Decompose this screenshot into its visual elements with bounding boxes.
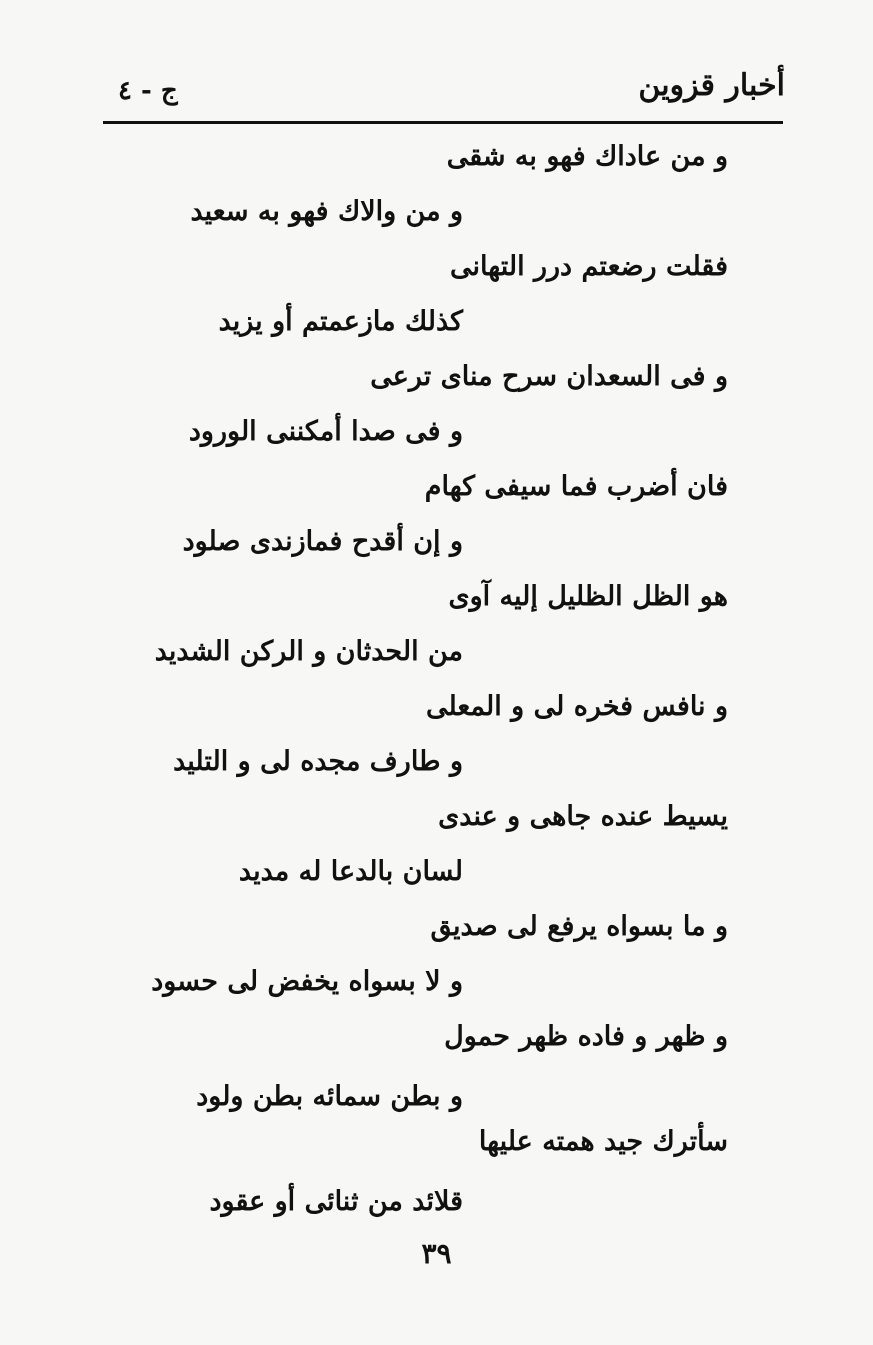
verse-line: فقلت رضعتم درر التهانى xyxy=(450,251,728,282)
stray-mark xyxy=(26,403,34,411)
running-header-volume: ج - ٤ xyxy=(118,76,178,106)
verse-line: فان أضرب فما سيفى كهام xyxy=(424,471,728,502)
verse-line: من الحدثان و الركن الشديد xyxy=(154,636,463,667)
verse-line: سأترك جيد همته عليها xyxy=(478,1126,728,1157)
verse-line: و لا بسواه يخفض لى حسود xyxy=(151,966,463,997)
verse-line: و من والاك فهو به سعيد xyxy=(190,196,463,227)
verse-line: هو الظل الظليل إليه آوى xyxy=(448,581,728,612)
verse-line: كذلك مازعمتم أو يزيد xyxy=(218,306,463,337)
running-header-title: أخبار قزوين xyxy=(638,68,785,103)
verse-line: يسيط عنده جاهى و عندى xyxy=(438,801,728,832)
verse-line: قلائد من ثنائى أو عقود xyxy=(209,1186,463,1217)
verse-line: و طارف مجده لى و التليد xyxy=(173,746,463,777)
page-number: ٣٩ xyxy=(421,1237,452,1270)
verse-line: و إن أقدح فمازندى صلود xyxy=(182,526,463,557)
verse-line: و فى السعدان سرح مناى ترعى xyxy=(370,361,728,392)
header-rule xyxy=(103,121,783,124)
verse-line: و نافس فخره لى و المعلى xyxy=(425,691,728,722)
verse-line: و ظهر و فاده ظهر حمول xyxy=(444,1021,728,1052)
verse-line: لسان بالدعا له مديد xyxy=(238,856,463,887)
verse-line: و بطن سمائه بطن ولود xyxy=(196,1081,463,1112)
verse-line: و من عاداك فهو به شقى xyxy=(446,141,728,172)
verse-line: و ما بسواه يرفع لى صديق xyxy=(430,911,728,942)
verse-line: و فى صدا أمكننى الورود xyxy=(188,416,463,447)
